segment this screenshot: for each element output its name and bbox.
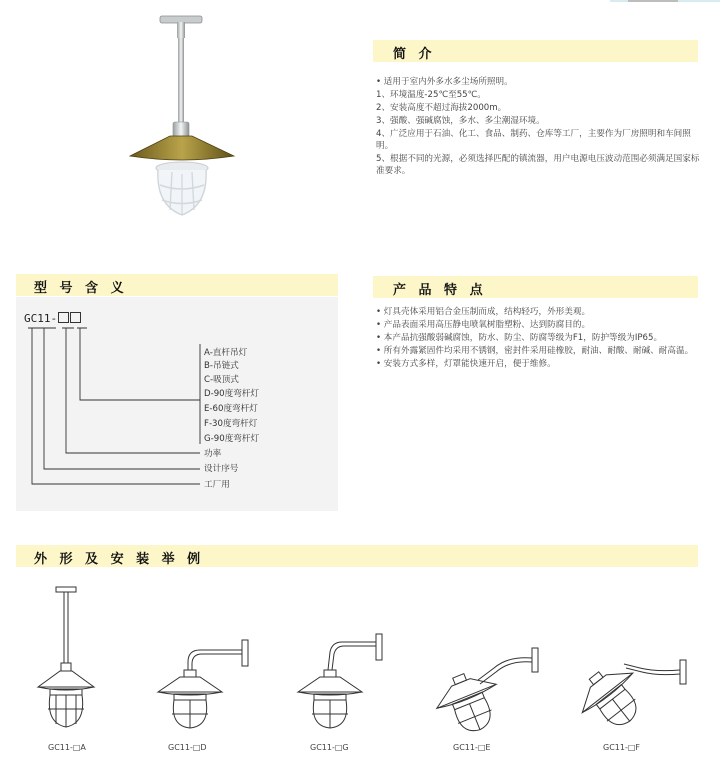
design-number-label: 设计序号 [204,464,239,474]
option-d: D-90度弯杆灯 [204,389,260,399]
power-label: 功率 [204,449,222,459]
option-b: B-吊链式 [204,361,239,371]
caption-e: GC11-□E [453,743,491,752]
factory-use-label: 工厂用 [204,480,230,490]
intro-line: 2、安装高度不超过海拔2000m。 [376,103,507,113]
option-a: A-直杆吊灯 [204,348,248,358]
caption-g: GC11-□G [310,743,349,752]
model-title: 型 号 含 义 [34,281,128,296]
install-drawing-a [30,585,110,735]
intro-title: 简 介 [393,47,436,62]
install-drawing-d [150,630,260,730]
install-drawing-e [428,628,548,733]
caption-d: GC11-□D [168,743,207,752]
feature-line: • 灯具壳体采用铝合金压制而成，结构轻巧，外形美观。 [376,307,591,317]
caption-a: GC11-□A [48,743,86,752]
install-drawing-f [570,630,695,735]
intro-line: 1、环境温度-25℃至55℃。 [376,90,486,100]
feature-line: • 所有外露紧固件均采用不锈钢，密封件采用硅橡胶，耐油、耐酸、耐碱、耐高温。 [376,346,694,356]
caption-f: GC11-□F [603,743,641,752]
option-g: G-90度弯杆灯 [204,434,260,444]
option-e: E-60度弯杆灯 [204,404,258,414]
intro-line: 5、根据不同的光源，必须选择匹配的镇流器，用户电源电压波动范围必须满足国家标准要求。 [376,154,700,176]
option-f: F-30度弯杆灯 [204,419,258,429]
feature-line: • 安装方式多样，灯罩能快速开启，便于维修。 [376,359,556,369]
feature-line: • 本产品抗强酸弱碱腐蚀，防水、防尘、防腐等级为F1，防护等级为IP65。 [376,333,663,343]
model-code-prefix: GC11- [24,312,58,325]
install-drawing-g [290,630,400,730]
intro-line: • 适用于室内外多水多尘场所照明。 [376,77,513,87]
intro-line: 4、广泛应用于石油、化工、食品、制药、仓库等工厂，主要作为厂房照明和车间照明。 [376,129,691,151]
intro-line: 3、强酸、强碱腐蚀，多水、多尘潮湿环境。 [376,116,545,126]
install-title: 外 形 及 安 装 举 例 [34,552,205,567]
features-title: 产 品 特 点 [393,283,487,298]
feature-line: • 产品表面采用高压静电喷氧树脂塑粉、达到防腐目的。 [376,320,591,330]
option-c: C-吸顶式 [204,375,239,385]
